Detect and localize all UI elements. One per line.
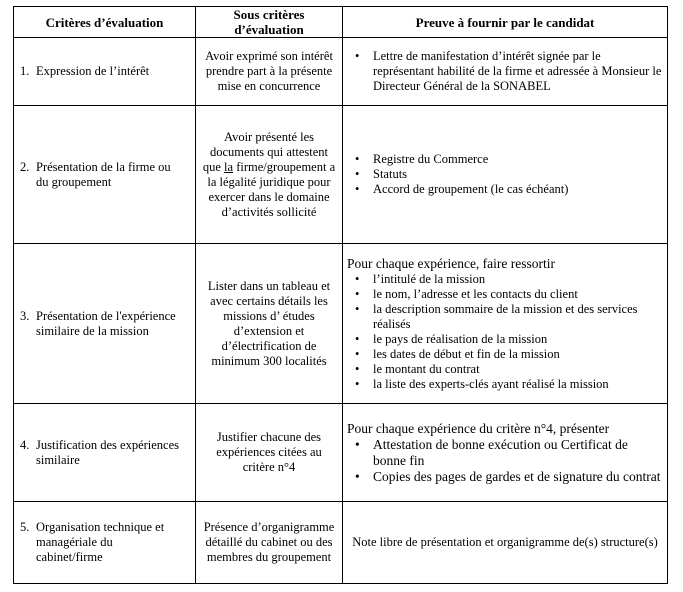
sub-criterion-cell: Présence d’organigramme détaillé du cabinet ou des membres du groupement xyxy=(196,502,343,584)
table-row xyxy=(14,244,668,404)
list-item: • Accord de groupement (le cas échéant) xyxy=(367,182,663,197)
proof-cell: Note libre de présentation et organigramme de(s) structure(s) xyxy=(343,502,668,584)
proof-cell xyxy=(343,244,668,404)
proof-cell xyxy=(343,38,668,106)
list-item: • Attestation de bonne exécution ou Certificat de bonne fin xyxy=(367,437,663,469)
list-item: • les dates de début et fin de la mission xyxy=(367,347,663,362)
header-proof: Preuve à fournir par le candidat xyxy=(343,7,668,38)
proof-intro: Pour chaque expérience du critère n°4, présenter xyxy=(347,420,610,436)
table-row xyxy=(14,38,668,106)
sub-criterion-cell xyxy=(196,106,343,244)
sub-criterion-text-end: firme/groupement a la légalité juridique pour exercer dans le domaine d’activités sollicité xyxy=(207,159,336,219)
criterion-text: Expression de l’intérêt xyxy=(36,64,150,78)
table-row xyxy=(14,502,668,584)
proof-cell xyxy=(343,404,668,502)
table-row xyxy=(14,106,668,244)
proof-list xyxy=(347,437,663,485)
criterion-number: 1. xyxy=(20,64,30,78)
list-item: • Copies des pages de gardes et de signature du contrat xyxy=(367,469,663,485)
sub-criterion-cell: Lister dans un tableau et avec certains détails les missions d’ études d’extension et d’électrification de minimum 300 localités xyxy=(196,244,343,404)
list-item: • le pays de réalisation de la mission xyxy=(367,332,663,347)
criterion-cell xyxy=(14,404,196,502)
evaluation-criteria-table xyxy=(13,6,668,584)
sub-criterion-text: Avoir présenté les documents qui attestent que xyxy=(202,129,329,174)
criterion-cell xyxy=(14,38,196,106)
header-criteria: Critères d’évaluation xyxy=(14,7,196,38)
sub-criterion-cell: Avoir exprimé son intérêt prendre part à la présente mise en concurrence xyxy=(196,38,343,106)
list-item: • la description sommaire de la mission et des services réalisés xyxy=(367,302,663,332)
table-row xyxy=(14,404,668,502)
header-row xyxy=(14,7,668,38)
sub-criterion-cell: Justifier chacune des expériences citées au critère n°4 xyxy=(196,404,343,502)
criterion-text: Présentation de l'expérience similaire de la mission xyxy=(36,308,176,338)
list-item: • Registre du Commerce xyxy=(367,152,663,167)
list-item: • Lettre de manifestation d’intérêt signée par le représentant habilité de la firme et adressée à Monsieur le Directeur Général de la SONABEL xyxy=(367,49,663,94)
criterion-number: 4. xyxy=(20,437,30,452)
list-item: • le nom, l’adresse et les contacts du client xyxy=(367,287,663,302)
criterion-text: Présentation de la firme ou du groupement xyxy=(36,159,171,189)
list-item: • la liste des experts-clés ayant réalisé la mission xyxy=(367,377,663,392)
list-item: • l’intitulé de la mission xyxy=(367,272,663,287)
criterion-number: 5. xyxy=(20,520,30,534)
criterion-number: 2. xyxy=(20,159,30,174)
criterion-text: Justification des expériences similaire xyxy=(36,437,180,467)
list-item: • Statuts xyxy=(367,167,663,182)
proof-intro: Pour chaque expérience, faire ressortir xyxy=(347,255,556,271)
criterion-text: Organisation technique et managériale du cabinet/firme xyxy=(36,520,165,564)
criterion-cell xyxy=(14,106,196,244)
proof-cell xyxy=(343,106,668,244)
proof-list xyxy=(347,49,663,94)
proof-list xyxy=(347,272,663,392)
criterion-cell xyxy=(14,244,196,404)
criterion-cell xyxy=(14,502,196,584)
criterion-number: 3. xyxy=(20,308,30,323)
proof-list xyxy=(347,152,663,197)
list-item: • le montant du contrat xyxy=(367,362,663,377)
sub-criterion-underlined: la xyxy=(224,159,234,174)
header-sub-criteria: Sous critères d’évaluation xyxy=(196,7,343,38)
